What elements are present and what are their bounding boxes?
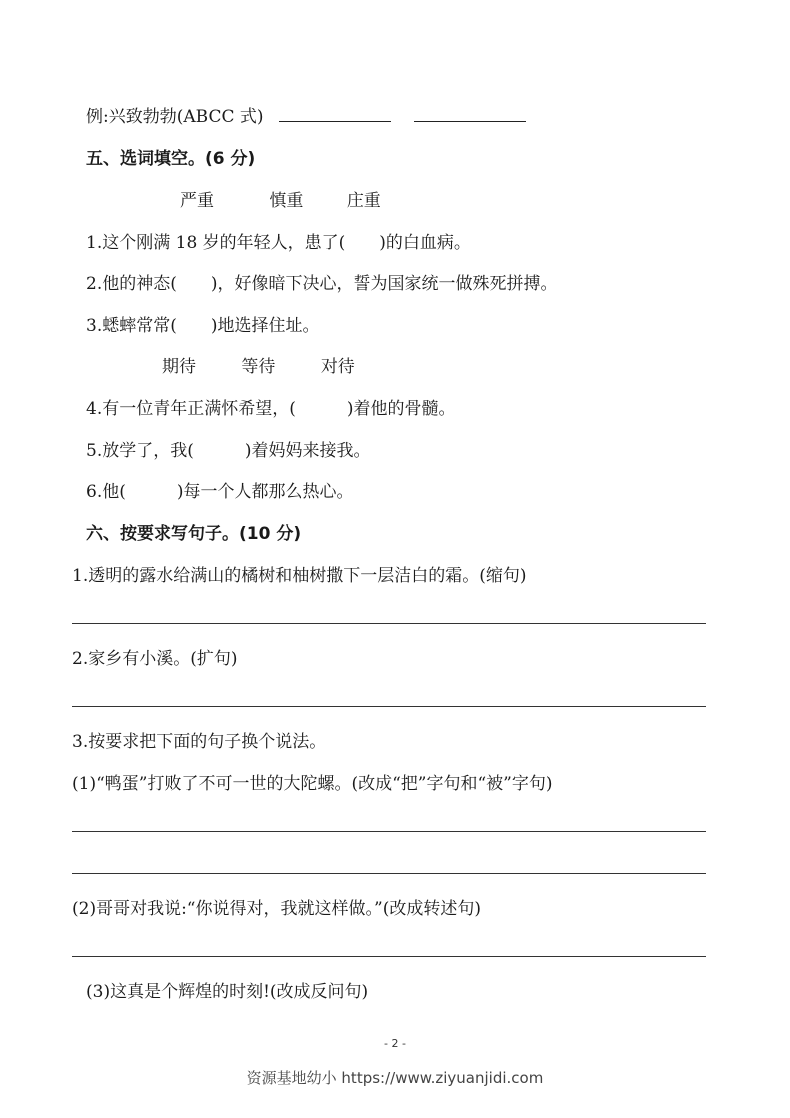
answer-line-5[interactable] bbox=[72, 956, 706, 957]
section5-question-6: 6.他( )每一个人都那么热心。 bbox=[86, 482, 354, 502]
word-option: 期待 bbox=[162, 357, 196, 377]
word-option: 对待 bbox=[320, 357, 355, 377]
section6-heading: 六、按要求写句子。(10 分) bbox=[86, 524, 302, 544]
example-text: 例:兴致勃勃(ABCC 式) bbox=[86, 107, 264, 127]
section6-question-2: 2.家乡有小溪。(扩句) bbox=[72, 649, 238, 669]
section5-question-5: 5.放学了，我( )着妈妈来接我。 bbox=[86, 441, 371, 461]
answer-blank-1[interactable] bbox=[279, 107, 391, 122]
answer-line-3[interactable] bbox=[72, 831, 706, 832]
section5-question-3: 3.蟋蟀常常( )地选择住址。 bbox=[86, 316, 320, 336]
section5-word-group-2 bbox=[162, 356, 355, 378]
word-option: 庄重 bbox=[346, 191, 381, 211]
answer-line-4[interactable] bbox=[72, 873, 706, 874]
page-number: - 2 - bbox=[384, 1037, 406, 1050]
answer-line-2[interactable] bbox=[72, 706, 706, 707]
section6-question-3-1: (1)“鸭蛋”打败了不可一世的大陀螺。(改成“把”字句和“被”字句) bbox=[72, 774, 553, 794]
example-line bbox=[86, 106, 526, 128]
section6-question-3-3: (3)这真是个辉煌的时刻!(改成反问句) bbox=[86, 982, 369, 1002]
word-option: 慎重 bbox=[269, 191, 304, 211]
section6-question-3-2: (2)哥哥对我说:“你说得对，我就这样做。”(改成转述句) bbox=[72, 899, 481, 919]
section5-word-group-1 bbox=[180, 190, 381, 212]
section5-heading: 五、选词填空。(6 分) bbox=[86, 149, 256, 169]
section6-question-3: 3.按要求把下面的句子换个说法。 bbox=[72, 732, 327, 752]
answer-line-1[interactable] bbox=[72, 623, 706, 624]
section5-question-1: 1.这个刚满 18 岁的年轻人，患了( )的白血病。 bbox=[86, 233, 471, 253]
word-option: 等待 bbox=[241, 357, 276, 377]
word-option: 严重 bbox=[180, 191, 214, 211]
footer-site-link[interactable]: 资源基地幼小 https://www.ziyuanjidi.com bbox=[246, 1069, 544, 1087]
section5-question-2: 2.他的神态( )，好像暗下决心，誓为国家统一做殊死拼搏。 bbox=[86, 274, 558, 294]
section6-question-1: 1.透明的露水给满山的橘树和柚树撒下一层洁白的霜。(缩句) bbox=[72, 566, 527, 586]
answer-blank-2[interactable] bbox=[414, 107, 526, 122]
section5-question-4: 4.有一位青年正满怀希望，( )着他的骨髓。 bbox=[86, 399, 456, 419]
